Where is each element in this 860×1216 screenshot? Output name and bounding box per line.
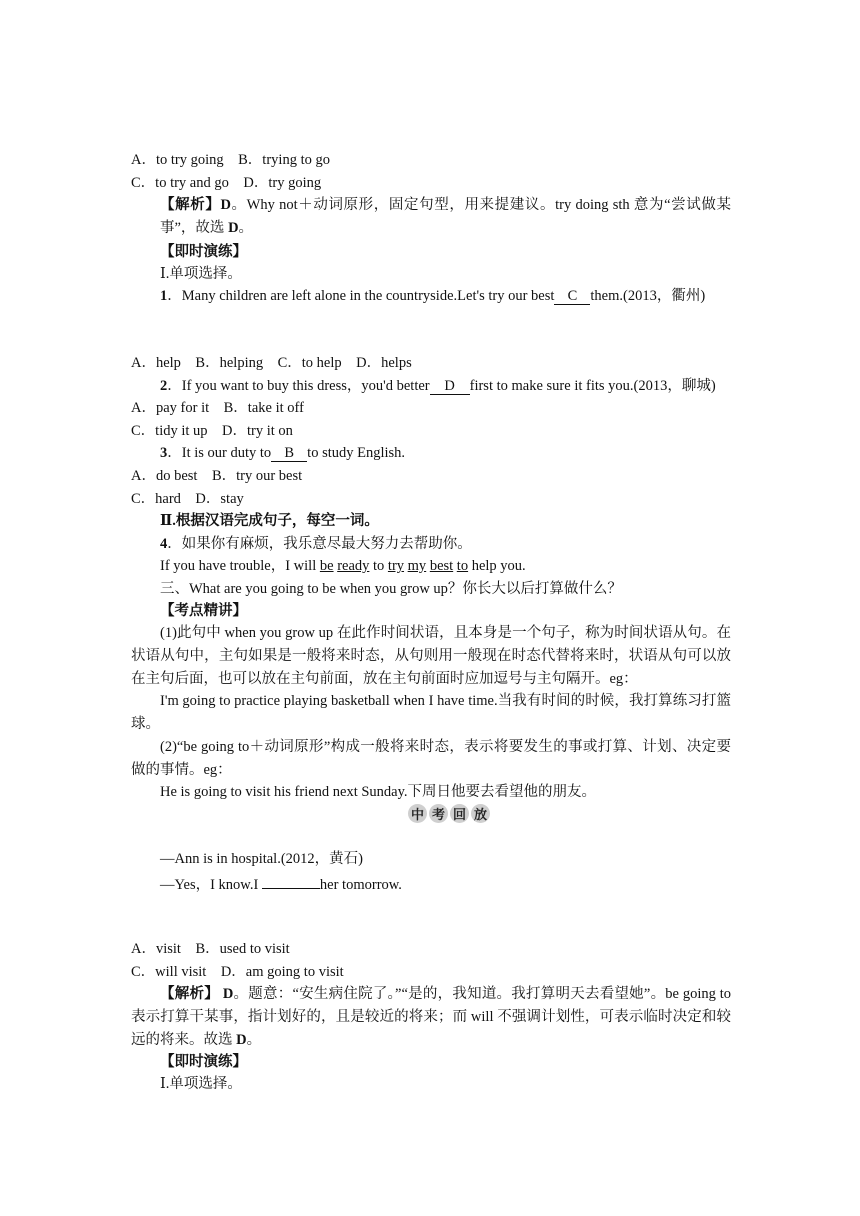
analysis-tag: 【解析】	[160, 197, 221, 213]
question-stem-end: to study English.	[307, 445, 406, 461]
exam-review-banner	[408, 804, 490, 826]
practice-heading-2: 【即时演练】	[160, 1054, 247, 1070]
question-1	[160, 286, 731, 306]
answer-word: try	[387, 558, 405, 574]
review-analysis	[131, 983, 731, 1051]
question-number: 1	[160, 288, 168, 304]
analysis-paragraph	[160, 194, 731, 240]
analysis-answer-end: D	[236, 1031, 247, 1048]
question-2-options-cd: C．tidy it up D．try it on	[131, 423, 293, 439]
answer-blank: B	[271, 445, 307, 462]
question-stem: ．如果你有麻烦，我乐意尽最大努力去帮助你。	[167, 536, 472, 552]
example-sentence-2: He is going to visit his friend next Sunday.下周日他要去看望他的朋友。	[160, 784, 597, 800]
question-number: 3	[160, 445, 168, 461]
part-one-title: Ⅰ.单项选择。	[160, 266, 242, 282]
answer-text: to	[369, 558, 388, 574]
dialogue-line-1: —Ann is in hospital.(2012，黄石)	[160, 851, 363, 867]
question-stem-end: first to make sure it fits you.(2013，聊城)	[469, 378, 716, 394]
answer-word: be	[319, 558, 334, 574]
banner-char: 考	[429, 804, 448, 823]
answer-blank: D	[430, 378, 470, 395]
answer-word: ready	[337, 558, 370, 574]
question-number: 4	[160, 536, 168, 552]
question-stem: ．It is our duty to	[167, 445, 272, 461]
option-line-cd: C．to try and go D．try going	[131, 175, 322, 191]
section-three-title: 三、What are you going to be when you grow up？你长大以后打算做什么？	[160, 581, 622, 597]
answer-word: to	[456, 558, 469, 574]
point-paragraph-1: (1)此句中 when you grow up 在此作时间状语，且本身是一个句子，称为时间状语从句。在状语从句中，主句如果是一般将来时态，从句则用一般现在时态代替将来时，状语从句可以放在主句后面，也可以放在主句前面，放在主句前面时应加逗号与主句隔开。eg：	[131, 625, 731, 687]
analysis-answer: D	[220, 197, 231, 213]
example-sentence-1: I'm going to practice playing basketball when I have time.当我有时间的时候，我打算练习打篮球。	[131, 693, 731, 732]
question-stem-end: them.(2013，衢州)	[590, 288, 706, 304]
banner-char: 中	[408, 804, 427, 823]
points-heading: 【考点精讲】	[160, 603, 247, 619]
answer-blank: C	[554, 288, 590, 305]
question-3-options-ab: A．do best B．try our best	[131, 468, 303, 484]
dialogue-line-2	[160, 872, 731, 895]
review-options-cd: C．will visit D．am going to visit	[131, 964, 344, 980]
question-4-answer	[160, 556, 731, 576]
analysis-tag: 【解析】	[160, 986, 223, 1002]
option-line-ab: A．to try going B．trying to go	[131, 152, 330, 168]
analysis-answer: D	[222, 986, 234, 1002]
question-2-options-ab: A．pay for it B．take it off	[131, 400, 304, 416]
question-3	[160, 443, 731, 463]
practice-heading: 【即时演练】	[160, 244, 247, 260]
analysis-text: 。题意：“安生病住院了。”“是的，我知道。我打算明天去看望她”。be going to 表示打算干某事，指计划好的，且是较近的将来；而 will 不强调计划性，可表示临时决定和较远的将来。故选	[131, 986, 732, 1048]
analysis-period: 。	[246, 1031, 262, 1048]
answer-blank	[262, 872, 320, 889]
question-stem: ．If you want to buy this dress，you'd better	[167, 378, 430, 394]
answer-text: If you have trouble，I will	[160, 558, 320, 574]
banner-char: 放	[471, 804, 490, 823]
answer-word: my	[407, 558, 427, 574]
question-2	[160, 376, 731, 396]
question-4-chinese	[160, 534, 731, 554]
question-stem: ．Many children are left alone in the countryside.Let's try our best	[167, 288, 555, 304]
analysis-text: 。Why not＋动词原形，固定句型，用来提建议。try doing sth 意为“尝试做某事”，故选	[160, 197, 731, 236]
question-3-options-cd: C．hard D．stay	[131, 491, 244, 507]
question-1-options: A．help B．helping C．to help D．helps	[131, 355, 412, 371]
analysis-period: 。	[238, 219, 254, 236]
dialogue-text: her tomorrow.	[319, 877, 402, 893]
review-options-ab: A．visit B．used to visit	[131, 941, 290, 957]
point-paragraph-2: (2)“be going to＋动词原形”构成一般将来时态，表示将要发生的事或打算、计划、决定要做的事情。eg：	[131, 739, 731, 778]
part-one-title-2: Ⅰ.单项选择。	[160, 1076, 242, 1092]
banner-char: 回	[450, 804, 469, 823]
part-two-title: Ⅱ.根据汉语完成句子，每空一词。	[160, 513, 379, 529]
answer-word: best	[429, 558, 454, 574]
dialogue-text: —Yes，I know.I	[160, 877, 262, 893]
analysis-answer-end: D	[228, 219, 239, 236]
question-number: 2	[160, 378, 168, 394]
answer-text: help you.	[468, 558, 526, 574]
